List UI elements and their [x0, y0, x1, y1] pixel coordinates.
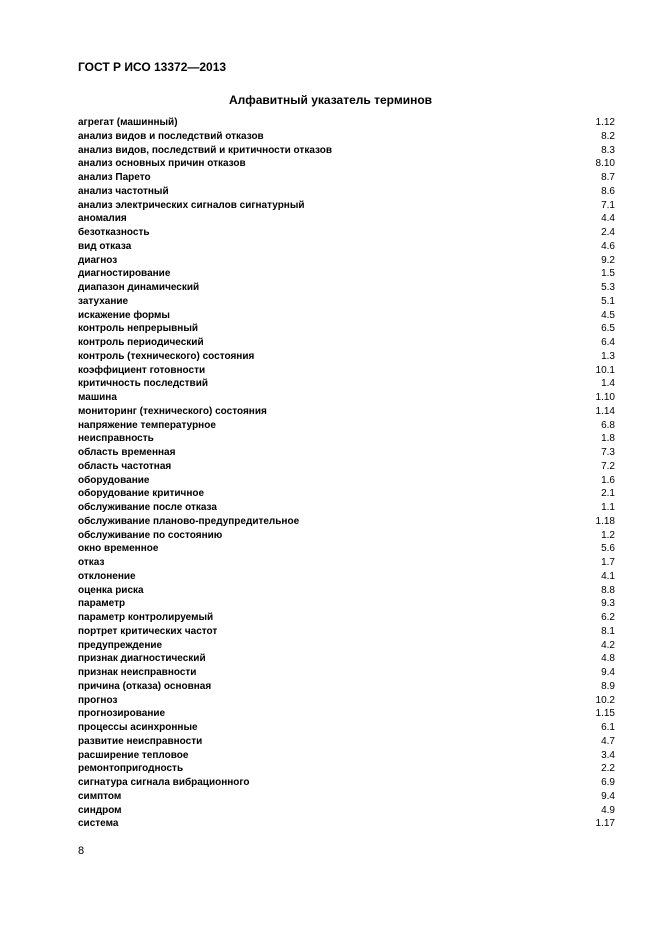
index-ref: 1.17 [595, 818, 615, 830]
index-ref: 4.7 [601, 735, 615, 747]
index-ref: 9.4 [601, 790, 615, 802]
index-ref: 5.6 [601, 543, 615, 555]
index-entry [78, 735, 615, 749]
index-ref: 6.4 [601, 337, 615, 348]
index-entry [78, 171, 615, 185]
index-entry [78, 212, 615, 226]
index-term: параметр [78, 598, 126, 610]
index-term: оборудование [78, 474, 150, 486]
index-ref: 2.4 [601, 227, 615, 238]
index-term: оценка риска [78, 584, 144, 596]
index-term: синдром [78, 804, 122, 816]
index-entry [78, 254, 615, 268]
index-entry [78, 666, 615, 680]
index-ref: 1.1 [601, 502, 615, 513]
index-term: причина (отказа) основная [78, 680, 212, 692]
index-term: аномалия [78, 213, 127, 225]
index-entry [78, 432, 615, 446]
index-term: анализ электрических сигналов сигнатурный [78, 199, 305, 211]
index-term: область частотная [78, 460, 172, 472]
index-entry [78, 336, 615, 350]
index-term: машина [78, 392, 117, 403]
index-entry [78, 474, 615, 488]
index-term: напряжение температурное [78, 419, 216, 431]
index-term: безотказность [78, 227, 150, 238]
index-term: обслуживание после отказа [78, 502, 217, 513]
index-term: развитие неисправности [78, 735, 203, 747]
index-entry [78, 144, 615, 158]
index-ref: 1.2 [601, 529, 615, 541]
index-ref: 4.8 [601, 653, 615, 665]
index-ref: 4.6 [601, 240, 615, 252]
index-entry [78, 694, 615, 708]
index-ref: 5.3 [601, 282, 615, 293]
index-term: процессы асинхронные [78, 722, 198, 733]
index-term: анализ основных причин отказов [78, 158, 246, 170]
page-number: 8 [78, 845, 85, 857]
index-ref: 10.2 [595, 694, 615, 706]
index-ref: 6.8 [601, 419, 615, 431]
page-title: Алфавитный указатель терминов [228, 93, 433, 107]
index-entry [78, 529, 615, 543]
index-ref: 1.14 [595, 405, 615, 417]
index-ref: 8.3 [601, 144, 615, 156]
index-term: симптом [78, 790, 122, 802]
index-entry [78, 790, 615, 804]
index-entry [78, 817, 615, 831]
index-entry [78, 350, 615, 364]
index-term: область временная [78, 447, 176, 458]
index-entry [78, 309, 615, 323]
index-term: диагноз [78, 254, 118, 266]
index-term: контроль непрерывный [78, 323, 198, 335]
index-ref: 4.9 [601, 804, 615, 816]
index-ref: 1.8 [601, 433, 615, 445]
index-ref: 7.1 [601, 199, 615, 211]
index-ref: 8.6 [601, 185, 615, 197]
index-ref: 2.1 [601, 488, 615, 500]
index-term: коэффициент готовности [78, 364, 206, 376]
index-entry [78, 240, 615, 254]
index-term: отклонение [78, 570, 136, 582]
index-term: неисправность [78, 433, 154, 445]
index-term: анализ частотный [78, 185, 169, 197]
index-term: признак неисправности [78, 667, 197, 678]
index-term: агрегат (машинный) [78, 117, 178, 128]
index-term: диагностирование [78, 268, 171, 280]
index-term: отказ [78, 557, 105, 568]
index-entry [78, 185, 615, 199]
index-ref: 4.2 [601, 639, 615, 651]
index-entry [78, 556, 615, 570]
index-ref: 1.3 [601, 350, 615, 362]
index-entry [78, 749, 615, 763]
index-term: окно временное [78, 543, 159, 555]
index-entry [78, 377, 615, 391]
index-entry [78, 226, 615, 240]
index-term: расширение тепловое [78, 749, 189, 761]
index-entry [78, 281, 615, 295]
index-term: анализ видов и последствий отказов [78, 130, 264, 142]
index-entry [78, 625, 615, 639]
index-entry [78, 584, 615, 598]
index-entry [78, 721, 615, 735]
index-term: признак диагностический [78, 653, 206, 665]
index-ref: 8.9 [601, 680, 615, 692]
index-entry [78, 295, 615, 309]
index-entry [78, 611, 615, 625]
index-term: искажение формы [78, 309, 170, 321]
index-entry [78, 680, 615, 694]
index-entry [78, 597, 615, 611]
index-ref: 9.4 [601, 667, 615, 678]
index-term: анализ видов, последствий и критичности отказов [78, 144, 332, 156]
index-ref: 1.18 [595, 515, 615, 527]
index-entry [78, 804, 615, 818]
index-entry [78, 405, 615, 419]
index-ref: 8.8 [601, 584, 615, 596]
index-ref: 1.10 [595, 392, 615, 403]
index-ref: 8.2 [601, 130, 615, 142]
index-term: вид отказа [78, 240, 132, 252]
index-entry [78, 157, 615, 171]
index-ref: 1.6 [601, 474, 615, 486]
index-entry [78, 542, 615, 556]
index-ref: 9.3 [601, 598, 615, 610]
index-entry [78, 199, 615, 213]
index-term: портрет критических частот [78, 625, 218, 637]
index-term: критичность последствий [78, 378, 208, 390]
index-term: сигнатура сигнала вибрационного [78, 777, 250, 788]
index-entry [78, 446, 615, 460]
index-term: обслуживание по состоянию [78, 529, 223, 541]
index-ref: 6.5 [601, 323, 615, 335]
index-ref: 6.9 [601, 777, 615, 788]
index-term: диапазон динамический [78, 282, 200, 293]
index-ref: 1.4 [601, 378, 615, 390]
index-entry [78, 570, 615, 584]
index-ref: 4.5 [601, 309, 615, 321]
index-ref: 7.2 [601, 460, 615, 472]
standard-header: ГОСТ Р ИСО 13372—2013 [78, 60, 227, 74]
index-ref: 7.3 [601, 447, 615, 458]
index-ref: 9.2 [601, 254, 615, 266]
index-term: обслуживание планово-предупредительное [78, 515, 300, 527]
index-ref: 1.7 [601, 557, 615, 568]
index-entry [78, 652, 615, 666]
index-entry [78, 116, 615, 130]
index-entry [78, 391, 615, 405]
index-term: предупреждение [78, 639, 163, 651]
index-entry [78, 776, 615, 790]
index-ref: 1.12 [595, 117, 615, 128]
index-ref: 10.1 [595, 364, 615, 376]
index-entry [78, 762, 615, 776]
index-ref: 8.10 [595, 158, 615, 170]
index-term: прогнозирование [78, 708, 166, 720]
index-ref: 8.1 [601, 625, 615, 637]
index-ref: 6.1 [601, 722, 615, 733]
index-ref: 1.5 [601, 268, 615, 280]
index-term: контроль (технического) состояния [78, 350, 255, 362]
index-entry [78, 364, 615, 378]
index-term: оборудование критичное [78, 488, 205, 500]
index-ref: 2.2 [601, 763, 615, 775]
index-term: анализ Парето [78, 172, 151, 183]
index-entry [78, 419, 615, 433]
index-ref: 3.4 [601, 749, 615, 761]
index-ref: 1.15 [595, 708, 615, 720]
index-entry [78, 515, 615, 529]
index-entry [78, 707, 615, 721]
term-index-list [78, 116, 615, 831]
index-term: затухание [78, 295, 129, 307]
index-entry [78, 639, 615, 653]
index-entry [78, 460, 615, 474]
index-ref: 4.1 [601, 570, 615, 582]
index-ref: 6.2 [601, 612, 615, 623]
index-entry [78, 501, 615, 515]
index-term: ремонтопригодность [78, 763, 184, 775]
index-term: параметр контролируемый [78, 612, 214, 623]
index-entry [78, 267, 615, 281]
index-entry [78, 487, 615, 501]
index-ref: 8.7 [601, 172, 615, 183]
index-term: мониторинг (технического) состояния [78, 405, 267, 417]
index-entry [78, 130, 615, 144]
index-term: система [78, 818, 119, 830]
index-term: прогноз [78, 694, 118, 706]
index-ref: 4.4 [601, 213, 615, 225]
index-entry [78, 322, 615, 336]
index-term: контроль периодический [78, 337, 204, 348]
index-ref: 5.1 [601, 295, 615, 307]
